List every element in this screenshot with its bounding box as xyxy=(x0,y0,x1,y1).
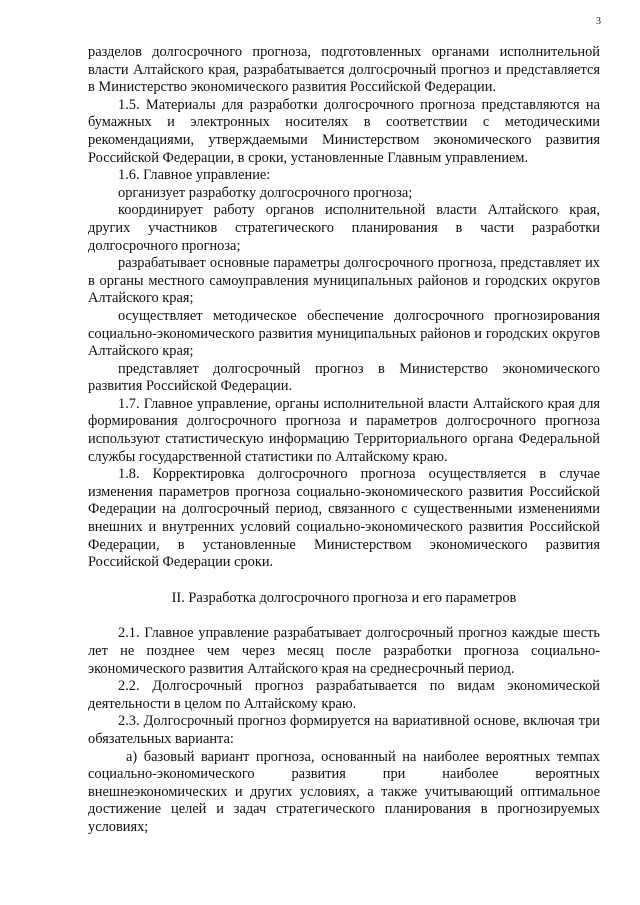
list-item: осуществляет методическое обеспечение долгосрочного прогнозирования социально-экономического развития муниципальных районов и городских округов Алтайского края; xyxy=(88,307,600,360)
paragraph-2-2: 2.2. Долгосрочный прогноз разрабатывается по видам экономической деятельности в целом по Алтайскому краю. xyxy=(88,678,600,712)
list-item: организует разработку долгосрочного прогноза; xyxy=(118,184,413,201)
list-item: разрабатывает основные параметры долгосрочного прогноза, представляет их в органы местного самоуправления муниципальных районов и городских округов Алтайского края; xyxy=(88,255,600,307)
list-item-a: а) базовый вариант прогноза, основанный на наиболее вероятных темпах социально-экономического развития при наиболее вероятных внешнеэкономических и других условиях, а также учитывающий оптимальное достижение целей и задач стратегического планирования в прогнозируемых условиях; xyxy=(88,748,600,835)
paragraph-1-7: 1.7. Главное управление, органы исполнительной власти Алтайского края для формирования долгосрочного прогноза и параметров долгосрочного прогноза используют статистическую информацию Территориального органа Федеральной службы государственной статистики по Алтайскому краю. xyxy=(88,395,600,465)
paragraph-1-5: 1.5. Материалы для разработки долгосрочного прогноза представляются на бумажных и электронных носителях в соответствии с методическими рекомендациями, утверждаемыми Министерством экономического развития Российской Федерации, в сроки, установленные Главным управлением. xyxy=(88,96,600,166)
list-item: представляет долгосрочный прогноз в Министерство экономического развития Российской Федерации. xyxy=(88,360,600,395)
paragraph-1-6: 1.6. Главное управление: xyxy=(118,167,271,184)
section-heading: II. Разработка долгосрочного прогноза и его параметров xyxy=(171,589,517,606)
paragraph: разделов долгосрочного прогноза, подготовленных органами исполнительной власти Алтайского края, разрабатывается долгосрочный прогноз и представляется в Министерство экономического развития Российской Федерации. xyxy=(88,44,600,96)
document-body xyxy=(88,44,600,837)
paragraph-2-3: 2.3. Долгосрочный прогноз формируется на вариативной основе, включая три обязательных варианта: xyxy=(88,713,600,747)
paragraph-2-1: 2.1. Главное управление разрабатывает долгосрочный прогноз каждые шесть лет не позднее чем через месяц после разработки прогноза социально-экономического развития Алтайского края на среднесрочный период. xyxy=(88,625,600,677)
paragraph-1-8: 1.8. Корректировка долгосрочного прогноза осуществляется в случае изменения параметров прогноза социально-экономического развития Российской Федерации на долгосрочный период, связанного с существенными изменениями внешних и внутренних условий социально-экономического развития Российской Федерации, в установленные Министерством экономического развития Российской Федерации сроки. xyxy=(88,466,600,571)
list-item: координирует работу органов исполнительной власти Алтайского края, других участников стратегического планирования в части разработки долгосрочного прогноза; xyxy=(88,202,600,254)
page-number: 3 xyxy=(596,16,601,27)
